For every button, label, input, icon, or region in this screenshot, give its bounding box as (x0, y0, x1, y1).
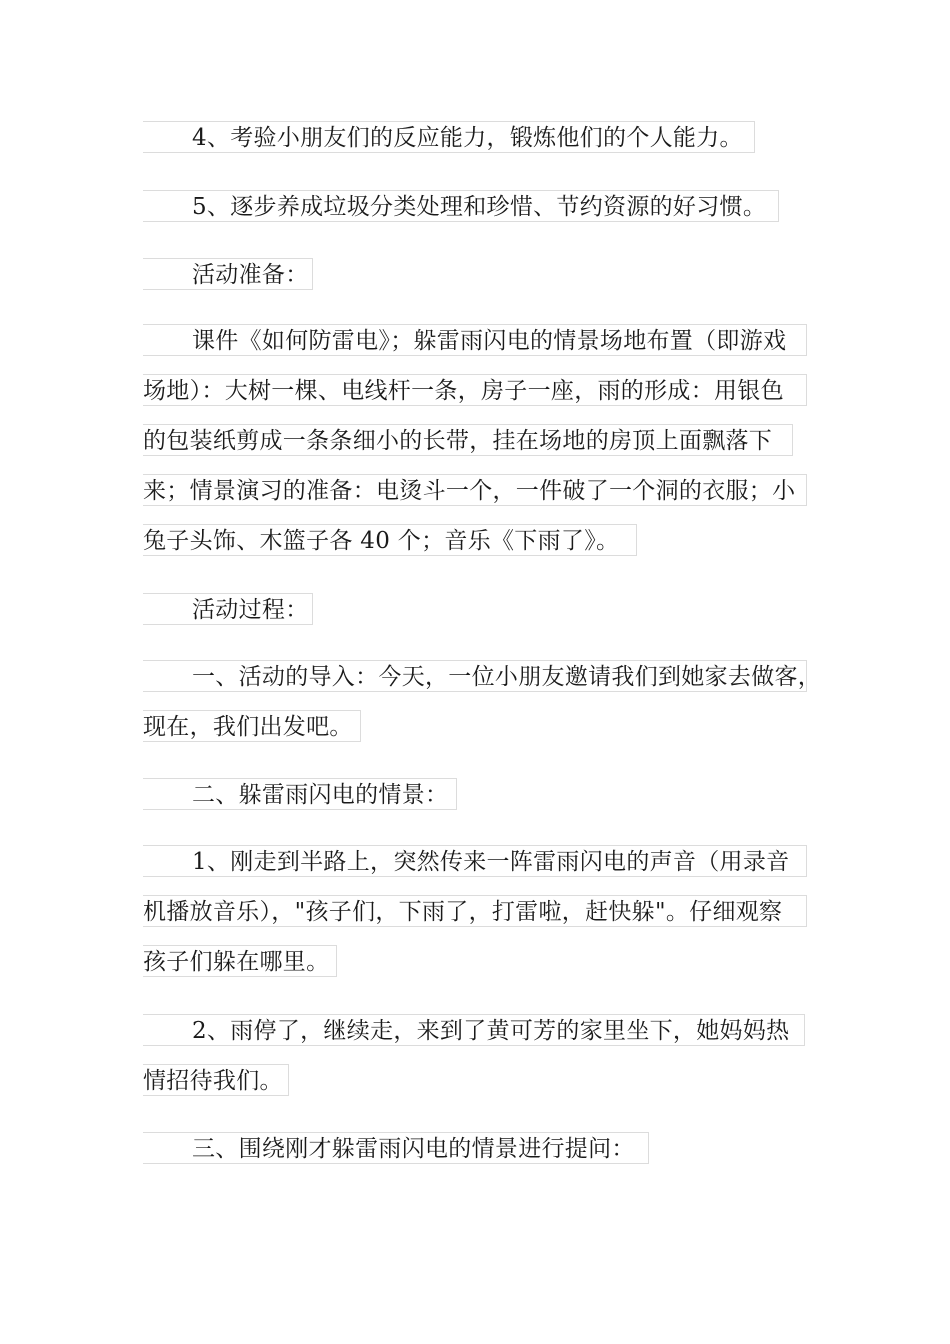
section-heading: 活动准备： (143, 258, 313, 290)
text-line: 兔子头饰、木篮子各 40 个；音乐《下雨了》。 (143, 524, 637, 556)
text-line: 课件《如何防雷电》；躲雷雨闪电的情景场地布置（即游戏 (143, 324, 807, 356)
text-line: 5、逐步养成垃圾分类处理和珍惜、节约资源的好习惯。 (143, 190, 779, 222)
text-line: 孩子们躲在哪里。 (143, 945, 337, 977)
section-heading: 活动过程： (143, 593, 313, 625)
text-line: 1、刚走到半路上，突然传来一阵雷雨闪电的声音（用录音 (143, 845, 807, 877)
text-line: 现在，我们出发吧。 (143, 710, 361, 742)
text-line: 的包装纸剪成一条条细小的长带，挂在场地的房顶上面飘落下 (143, 424, 793, 456)
section-heading: 二、躲雷雨闪电的情景： (143, 778, 457, 810)
text-line: 2、雨停了，继续走，来到了黄可芳的家里坐下，她妈妈热 (143, 1014, 805, 1046)
text-line: 情招待我们。 (143, 1064, 289, 1096)
text-line: 机播放音乐），"孩子们，下雨了，打雷啦，赶快躲"。仔细观察 (143, 895, 807, 927)
text-line: 一、活动的导入：今天，一位小朋友邀请我们到她家去做客， (143, 660, 807, 692)
text-line: 4、考验小朋友们的反应能力，锻炼他们的个人能力。 (143, 121, 755, 153)
text-line: 来；情景演习的准备：电烫斗一个，一件破了一个洞的衣服；小 (143, 474, 807, 506)
text-line: 场地）：大树一棵、电线杆一条，房子一座，雨的形成：用银色 (143, 374, 807, 406)
section-heading: 三、围绕刚才躲雷雨闪电的情景进行提问： (143, 1132, 649, 1164)
